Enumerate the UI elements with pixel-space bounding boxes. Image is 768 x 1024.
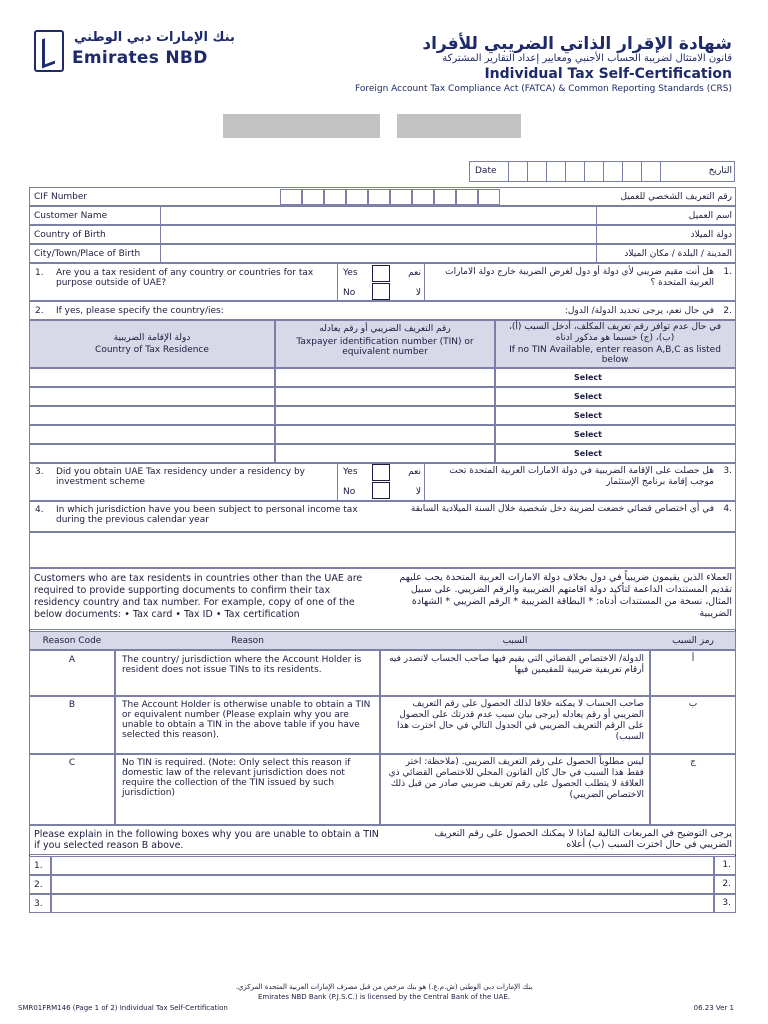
q2-text-ar: في حال نعم، يرجى تحديد الدولة/ الدول: [564, 306, 714, 316]
q2-country-input[interactable] [29, 368, 275, 387]
footer-license-en: Emirates NBD Bank (P.J.S.C.) is licensed by the Central Bank of the UAE. [257, 993, 511, 1001]
country-of-birth-input[interactable] [160, 225, 597, 244]
q4-number-en: 4. [35, 505, 44, 515]
reason-a-code-en: A [68, 655, 76, 665]
country-of-birth-label-en: Country of Birth [34, 230, 106, 240]
footer-license-ar: بنك الإمارات دبي الوطني (ش.م.ع.) هو بنك مرخص من قبل مصرف الإمارات العربية المتحدة المركزي. [235, 983, 533, 991]
city-of-birth-label-ar: المدينة / البلدة / مكان الميلاد [624, 249, 732, 259]
q1-number-en: 1. [35, 268, 44, 278]
divider [424, 463, 425, 501]
cif-digit-box[interactable] [478, 189, 500, 205]
q2-tin-input[interactable] [275, 387, 495, 406]
footer-form-code: SMR01FRM146 (Page 1 of 2) Individual Tax Self-Certification [18, 1004, 228, 1012]
q2-tin-input[interactable] [275, 406, 495, 425]
explain-text-ar: يرجى التوضيح في المربعات التالية لماذا لا يمكنك الحصول على رقم التعريف الضريبي في حال اخترت السبب (ب) أعلاه [434, 828, 732, 850]
emirates-nbd-logo-icon [34, 30, 64, 72]
q2-reason-select-label: Select [574, 392, 602, 401]
notice-text-ar: العملاء الذين يقيمون ضريبياً في دول بخلاف دولة الامارات العربية المتحدة يجب عليهم تقديم المستندات الداعمة لتأكيد دولة اقامتهم الضريبية والرقم الضريبي. على سبيل المثال، نسخة من المستندات أدناه: * البطاقة الضريبية * الرقم الضريبي * الشهادة الضريبية [399, 572, 732, 619]
q2-col2-ar: رقم التعريف الضريبي أو رقم يعادله [319, 324, 451, 334]
q2-number-ar: .2 [723, 306, 732, 316]
q3-no-label-ar: لا [415, 487, 421, 497]
reason-c-code-en: C [68, 758, 76, 768]
logo-text-ar: بنك الإمارات دبي الوطني [74, 30, 235, 45]
q1-text-ar: هل أنت مقيم ضريبي لأي دولة أو دول لغرض الضريبة خارج دولة الامارات العربية المتحدة ؟ [445, 267, 714, 288]
q1-yes-label-en: Yes [343, 268, 358, 278]
page-subtitle-ar: قانون الامتثال لضريبة الحساب الأجنبي ومعايير إعداد التقارير المشتركة [442, 53, 732, 64]
reason-c-text-en: No TIN is required. (Note: Only select this reason if domestic law of the relevant jurisdiction does not require the collection of the TIN issued by such jurisdiction) [122, 758, 351, 798]
cif-label-en: CIF Number [34, 192, 88, 202]
grey-placeholder-box [223, 114, 380, 138]
notice-text-en: Customers who are tax residents in countries other than the UAE are required to provide supporting documents to confirm their tax residency country and tax number. For example, copy of one of the below documents: • Tax card • Tax ID • Tax certification [34, 573, 363, 620]
cif-digit-box[interactable] [456, 189, 478, 205]
explain-row-number-ar: .1 [722, 860, 731, 870]
q1-no-label-ar: لا [415, 288, 421, 298]
q3-number-en: 3. [35, 467, 44, 477]
explain-row-number-ar: .3 [722, 898, 731, 908]
q2-tin-input[interactable] [275, 444, 495, 463]
reason-code-header-ar: رمز السبب [672, 636, 714, 646]
q2-text-en: If yes, please specify the country/ies: [56, 306, 224, 316]
q2-tin-input[interactable] [275, 368, 495, 387]
reason-c-code-ar: ج [690, 757, 696, 767]
q2-col1-en: Country of Tax Residence [95, 345, 209, 355]
q1-no-label-en: No [343, 288, 356, 298]
q2-country-input[interactable] [29, 406, 275, 425]
q2-col3-en: If no TIN Available, enter reason A,B,C as listed below [509, 345, 721, 365]
explain-row-number-en: 1. [34, 861, 43, 871]
q2-country-input[interactable] [29, 387, 275, 406]
q3-text-en: Did you obtain UAE Tax residency under a residency by investment scheme [56, 467, 306, 487]
q3-no-label-en: No [343, 487, 356, 497]
date-digit-box[interactable] [603, 161, 623, 182]
q4-answer-input[interactable] [29, 532, 736, 568]
reason-b-text-ar: صاحب الحساب لا يمكنه خلافا لذلك الحصول على رقم التعريف الضريبي أو رقم يعادله (يرجى بيان سبب عدم قدرتك على الحصول على الرقم التعريف الضريبي في الجدول التالي في حال اخترت هذا السبب) [396, 699, 644, 742]
date-digit-box[interactable] [584, 161, 604, 182]
q4-number-ar: .4 [723, 504, 732, 514]
q3-yes-checkbox[interactable] [372, 464, 390, 481]
q1-text-en: Are you a tax resident of any country or countries for tax purpose outside of UAE? [56, 268, 314, 288]
cif-digit-box[interactable] [412, 189, 434, 205]
cif-digit-box[interactable] [434, 189, 456, 205]
divider [337, 463, 338, 501]
explain-input-1[interactable] [51, 856, 714, 875]
q1-yes-label-ar: نعم [408, 268, 421, 278]
reason-header-en: Reason [231, 636, 264, 646]
cif-digit-box[interactable] [324, 189, 346, 205]
q3-number-ar: .3 [723, 466, 732, 476]
q2-col2-en: Taxpayer identification number (TIN) or equivalent number [296, 337, 474, 357]
q4-text-en: In which jurisdiction have you been subject to personal income tax during the previous calendar year [56, 505, 358, 525]
reason-c-text-ar: ليس مطلوباً الحصول على رقم التعريف الضريبي. (ملاحظة: اختر فقط هذا السبب في حال كان القانون المحلي للاختصاص القضائي ذي العلاقة لا يتطلب الحصول على رقم تعريف ضريبي صادر من قبل ذلك الاختصاص الضريبي) [388, 757, 644, 800]
grey-placeholder-box [397, 114, 521, 138]
date-digit-box[interactable] [546, 161, 566, 182]
logo-text-en: Emirates NBD [72, 48, 208, 68]
q2-country-input[interactable] [29, 444, 275, 463]
page-title-en: Individual Tax Self-Certification [484, 66, 732, 82]
page-subtitle-en: Foreign Account Tax Compliance Act (FATCA) & Common Reporting Standards (CRS) [354, 84, 732, 94]
city-of-birth-label-en: City/Town/Place of Birth [34, 249, 141, 259]
date-digit-box[interactable] [622, 161, 642, 182]
q2-reason-select-label: Select [574, 430, 602, 439]
reason-a-text-ar: الدولة/ الاختصاص القضائي التي يقيم فيها صاحب الحساب لاتصدر فيه أرقام تعريفية ضريبية للمقيمين فيها [389, 654, 644, 675]
date-digit-box[interactable] [565, 161, 585, 182]
q2-reason-select-label: Select [574, 373, 602, 382]
explain-text-en: Please explain in the following boxes why you are unable to obtain a TIN if you selected reason B above. [34, 829, 379, 851]
cif-digit-box[interactable] [302, 189, 324, 205]
date-label-ar: التاريخ [708, 166, 732, 176]
cif-digit-box[interactable] [280, 189, 302, 205]
q2-col-country-header [29, 320, 275, 368]
q2-col3-ar: في حال عدم توافر رقم تعريف المكلف، أدخل السبب (أ)، (ب)، (ج) حسبما هو مذكور ادناه [508, 322, 721, 343]
explain-input-2[interactable] [51, 875, 714, 894]
reason-a-code-ar: أ [691, 654, 695, 664]
q2-country-input[interactable] [29, 425, 275, 444]
q3-yes-label-en: Yes [343, 467, 358, 477]
q2-reason-select-label: Select [574, 411, 602, 420]
customer-name-input[interactable] [160, 206, 597, 225]
date-label-en: Date [475, 166, 497, 176]
explain-row-number-en: 3. [34, 899, 43, 909]
divider [337, 263, 338, 301]
date-digit-box[interactable] [527, 161, 547, 182]
q1-no-checkbox[interactable] [372, 283, 390, 300]
reason-b-code-en: B [68, 700, 76, 710]
cif-digit-box[interactable] [346, 189, 368, 205]
cif-label-ar: رقم التعريف الشخصي للعميل [620, 192, 732, 202]
explain-input-3[interactable] [51, 894, 714, 913]
explain-row-number-ar: .2 [722, 879, 731, 889]
q1-yes-checkbox[interactable] [372, 265, 390, 282]
q2-number-en: 2. [35, 306, 44, 316]
reason-b-code-ar: ب [688, 699, 698, 709]
date-digit-box[interactable] [508, 161, 528, 182]
reason-b-text-en: The Account Holder is otherwise unable to obtain a TIN or equivalent number (Please explain why you are unable to obtain a TIN in the above table if you have selected this reason). [122, 700, 371, 740]
cif-digit-box[interactable] [390, 189, 412, 205]
city-of-birth-input[interactable] [160, 244, 597, 263]
page-title-ar: شهادة الإقرار الذاتي الضريبي للأفراد [422, 34, 732, 54]
customer-name-label-en: Customer Name [34, 211, 108, 221]
q2-col1-ar: دولة الإقامة الضريبية [113, 333, 191, 343]
footer-version: 06.23 Ver 1 [693, 1004, 734, 1012]
customer-name-label-ar: اسم العميل [688, 211, 732, 221]
q4-text-ar: في أي اختصاص قضائي خضعت لضريبة دخل شخصية خلال السنة الميلادية السابقة [410, 504, 714, 514]
reason-code-header-en: Reason Code [42, 636, 102, 646]
cif-digit-box[interactable] [368, 189, 390, 205]
q2-tin-input[interactable] [275, 425, 495, 444]
explain-row-number-en: 2. [34, 880, 43, 890]
q3-text-ar: هل حصلت على الإقامة الضريبية في دولة الامارات العربية المتحدة تحت موجب إقامة برنامج الإستثمار [449, 466, 714, 487]
q1-number-ar: .1 [723, 267, 732, 277]
date-digit-box[interactable] [641, 161, 661, 182]
q2-reason-select-label: Select [574, 449, 602, 458]
divider [424, 263, 425, 301]
reason-header-ar: السبب [502, 636, 528, 646]
q3-no-checkbox[interactable] [372, 482, 390, 499]
reason-a-text-en: The country/ jurisdiction where the Account Holder is resident does not issue TINs to its residents. [122, 655, 362, 675]
q3-yes-label-ar: نعم [408, 467, 421, 477]
country-of-birth-label-ar: دولة الميلاد [690, 230, 732, 240]
